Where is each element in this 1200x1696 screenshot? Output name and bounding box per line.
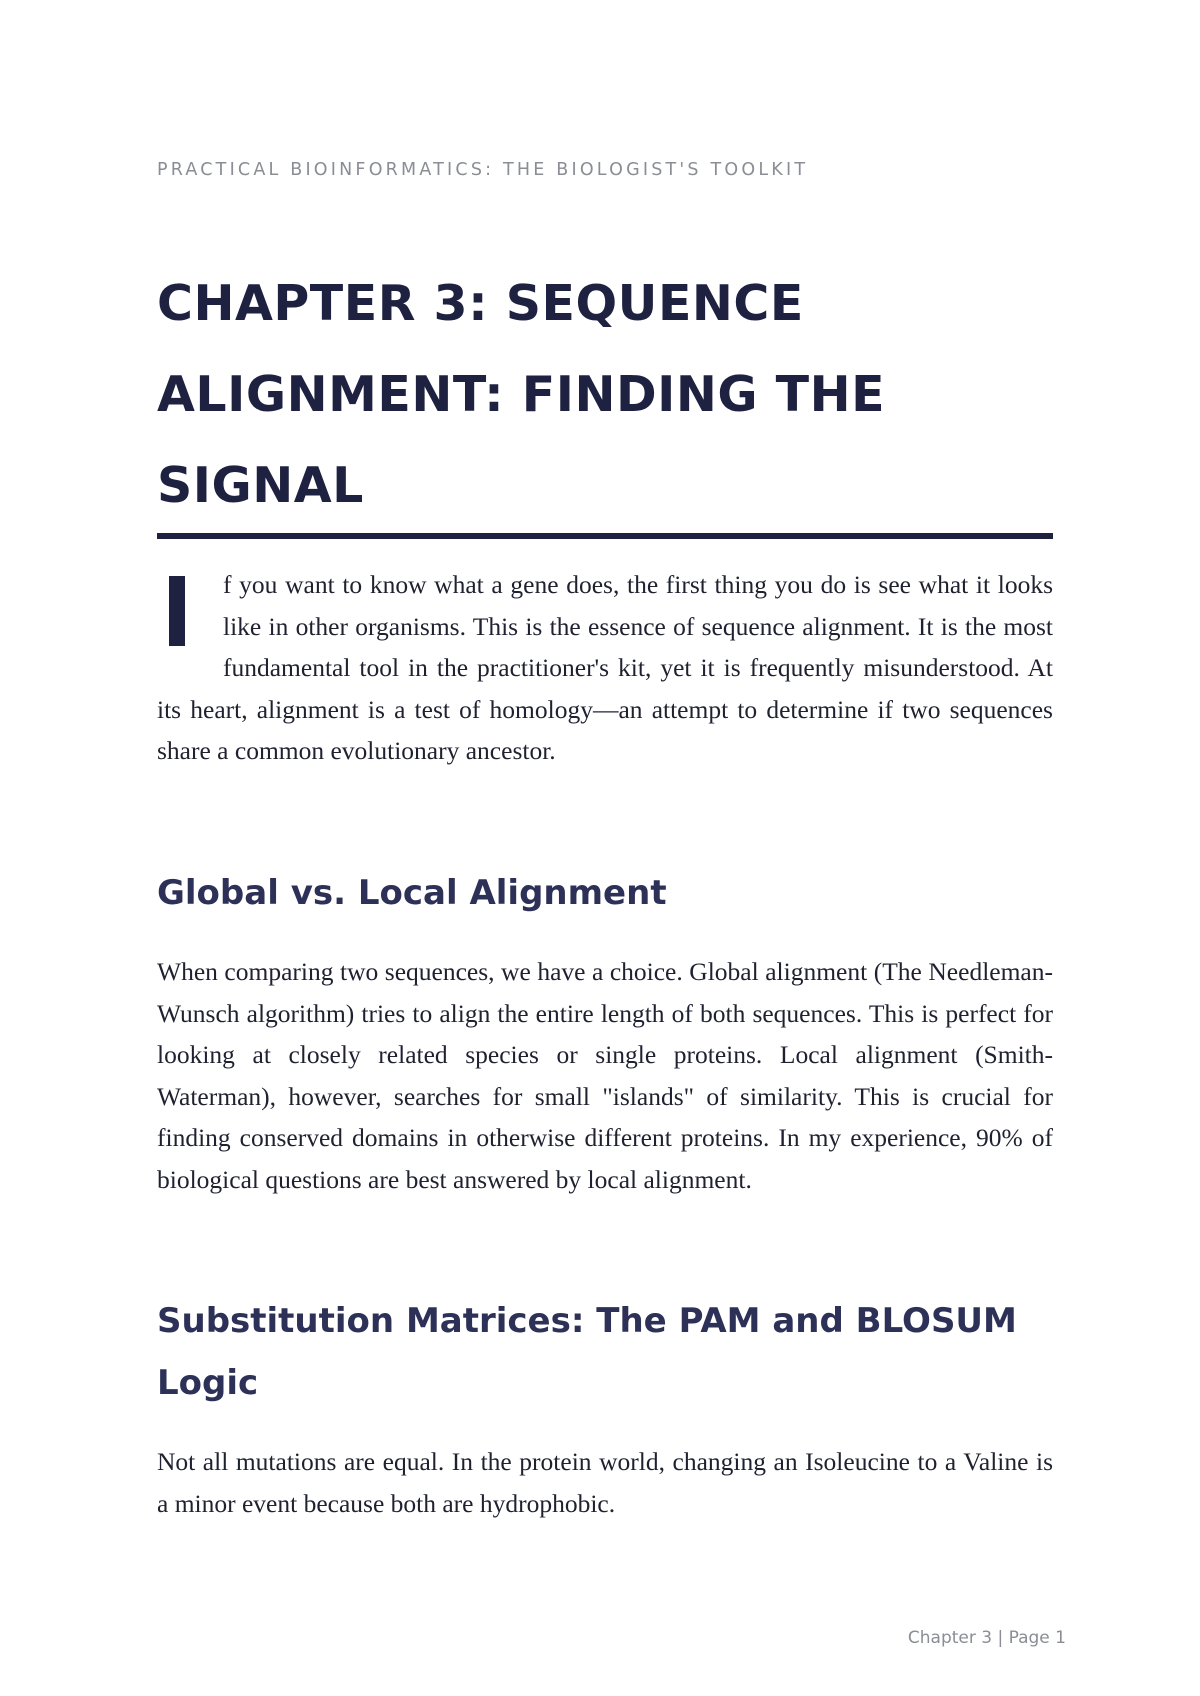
running-header: PRACTICAL BIOINFORMATICS: THE BIOLOGIST'S TOOLKIT (157, 160, 809, 180)
drop-cap-glyph (169, 576, 185, 646)
section-heading-substitution-matrices: Substitution Matrices: The PAM and BLOSUM Logic (157, 1301, 1017, 1403)
title-divider (157, 533, 1053, 539)
section-paragraph-substitution-matrices: Not all mutations are equal. In the protein world, changing an Isoleucine to a Valine is a minor event because both are hydrophobic. (157, 1447, 1053, 1518)
intro-paragraph: f you want to know what a gene does, the first thing you do is see what it looks like in other organisms. This is the essence of sequence alignment. It is the most fundamental tool in the practitioner's kit, yet it is frequently misunderstood. At its heart, alignment is a test of homology—an attempt to determine if two sequences share a common evolutionary ancestor. (157, 570, 1053, 765)
section-paragraph-global-local: When comparing two sequences, we have a choice. Global alignment (The Needleman-Wunsch algorithm) tries to align the entire length of both sequences. This is perfect for looking at closely related species or single proteins. Local alignment (Smith-Waterman), however, searches for small "islands" of similarity. This is crucial for finding conserved domains in otherwise different proteins. In my experience, 90% of biological questions are best answered by local alignment. (157, 957, 1053, 1194)
drop-cap (169, 576, 209, 648)
section-heading-global-local: Global vs. Local Alignment (157, 873, 667, 913)
page-footer: Chapter 3 | Page 1 (907, 1628, 1066, 1648)
chapter-title: CHAPTER 3: SEQUENCE ALIGNMENT: FINDING THE SIGNAL (157, 275, 886, 514)
intro-paragraph-block (157, 564, 1053, 772)
